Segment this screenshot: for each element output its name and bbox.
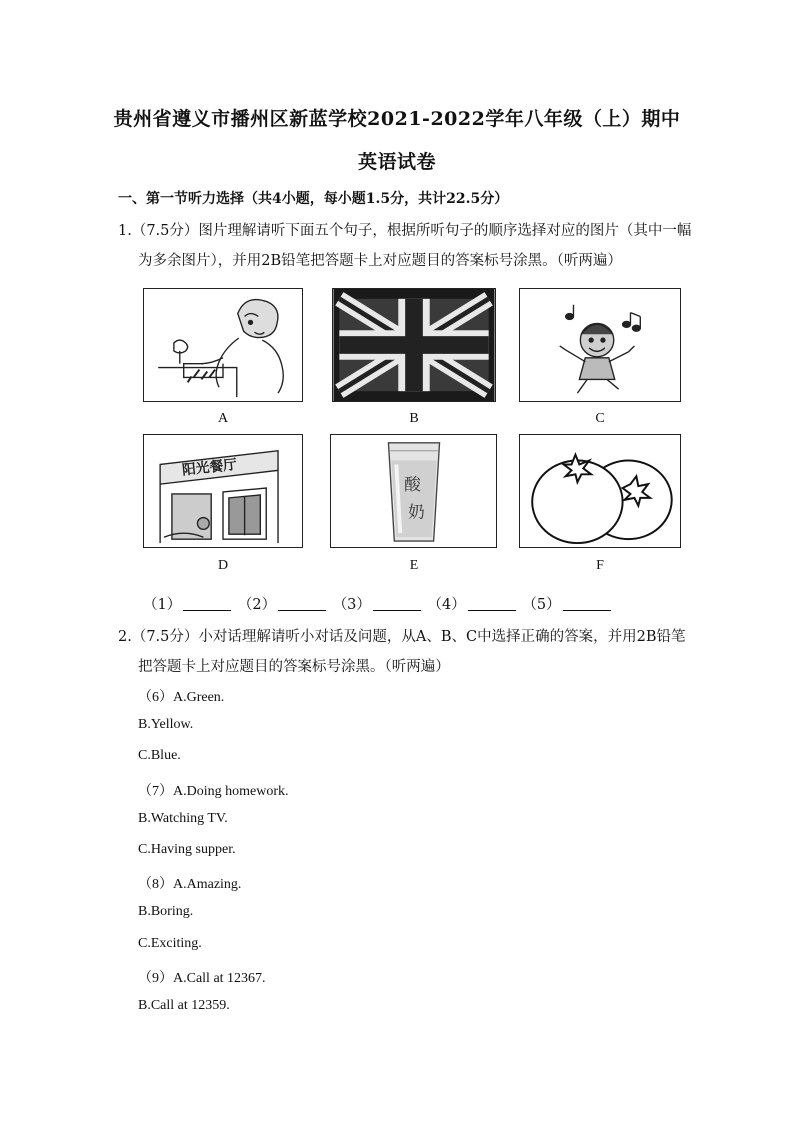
picture-e: [330, 434, 497, 548]
section-1-heading: 一、第一节听力选择（共4小题，每小题1.5分，共计22.5分）: [118, 191, 509, 207]
uk-flag-icon: [333, 289, 495, 401]
blank-label-5: （5）: [522, 597, 561, 613]
option-6c: C.Blue.: [138, 748, 181, 763]
option-9b: B.Call at 12359.: [138, 998, 230, 1013]
answer-blank-2[interactable]: [278, 610, 326, 611]
restaurant-icon: [144, 435, 302, 547]
title-line-2: 英语试卷: [357, 151, 436, 173]
restaurant-sign-text: 阳光餐厅: [181, 456, 238, 479]
tomatoes-icon: [520, 435, 680, 547]
picture-f-label: F: [596, 558, 604, 573]
picture-e-label: E: [409, 558, 419, 573]
blank-label-1: （1）: [143, 597, 182, 613]
question-2-line-1: 2.（7.5分）小对话理解请听小对话及问题，从A、B、C中选择正确的答案，并用2B铅笔: [118, 629, 686, 645]
picture-f: [519, 434, 681, 548]
yogurt-glass-icon: [331, 435, 496, 547]
picture-b-label: B: [409, 411, 419, 426]
question-1-line-2: 为多余图片），并用2B铅笔把答题卡上对应题目的答案标号涂黑。（听两遍）: [138, 253, 622, 269]
picture-b: [332, 288, 496, 402]
blank-label-2: （2）: [237, 597, 277, 613]
picture-d: [143, 434, 303, 548]
cooking-person-icon: [144, 289, 302, 401]
picture-d-label: D: [217, 558, 229, 573]
answer-blank-3[interactable]: [373, 610, 421, 611]
option-9a: （9）A.Call at 12367.: [138, 971, 266, 986]
option-6a: （6）A.Green.: [138, 690, 225, 705]
dancing-boy-icon: [520, 289, 680, 401]
picture-c-label: C: [595, 411, 605, 426]
option-8b: B.Boring.: [138, 904, 194, 919]
option-8a: （8）A.Amazing.: [138, 877, 242, 892]
title-line-1: 贵州省遵义市播州区新蓝学校2021-2022学年八年级（上）期中: [113, 108, 681, 130]
blank-label-4: （4）: [427, 597, 466, 613]
option-7c: C.Having supper.: [138, 842, 236, 857]
question-1-line-1: 1.（7.5分）图片理解请听下面五个句子，根据所听句子的顺序选择对应的图片（其中一幅: [118, 223, 692, 239]
yogurt-char-2: 奶: [408, 501, 425, 522]
picture-c: [519, 288, 681, 402]
blank-label-3: （3）: [332, 597, 371, 613]
option-8c: C.Exciting.: [138, 936, 202, 951]
picture-a-label: A: [217, 411, 229, 426]
option-6b: B.Yellow.: [138, 717, 194, 732]
answer-blank-5[interactable]: [563, 610, 611, 611]
answer-blank-1[interactable]: [183, 610, 231, 611]
question-2-line-2: 把答题卡上对应题目的答案标号涂黑。（听两遍）: [138, 659, 450, 675]
answer-blanks: [143, 593, 613, 614]
answer-blank-4[interactable]: [468, 610, 516, 611]
yogurt-char-1: 酸: [404, 474, 421, 495]
picture-a: [143, 288, 303, 402]
option-7a: （7）A.Doing homework.: [138, 784, 289, 799]
option-7b: B.Watching TV.: [138, 811, 228, 826]
